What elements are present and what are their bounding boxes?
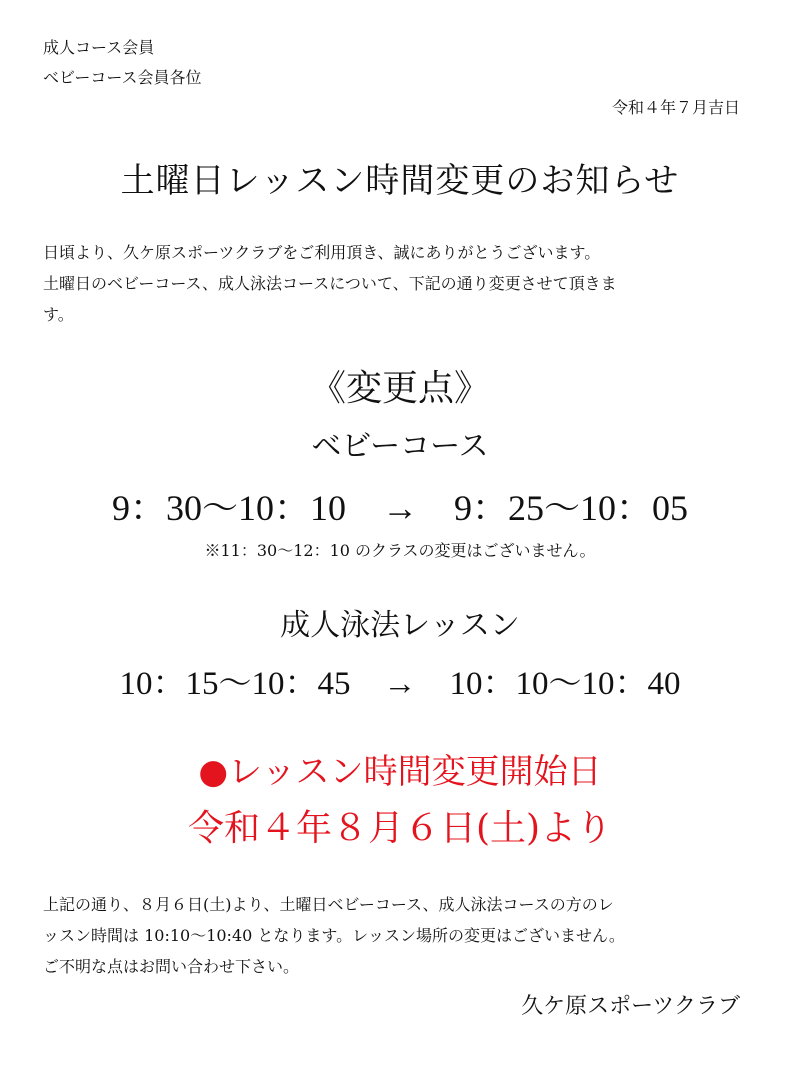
recipient-adult-members: 成人コース会員 (43, 38, 155, 57)
baby-course-note: ※11：30～12：10 のクラスの変更はございません。 (204, 541, 596, 560)
start-date-heading: ●レッスン時間変更開始日 (198, 752, 602, 792)
intro-line: 土曜日のベビーコース、成人泳法コースについて、下記の通り変更させて頂きま (43, 274, 617, 293)
adult-lesson-time-change: 10：15～10：45 → 10：10～10：40 (119, 666, 681, 702)
start-date: 令和４年８月６日(土)より (187, 808, 613, 849)
recipient-baby-members: ベビーコース会員各位 (43, 68, 202, 87)
changes-heading: 《変更点》 (309, 368, 490, 409)
club-signature: 久ケ原スポーツクラブ (521, 994, 740, 1019)
baby-course-heading: ベビーコース (311, 429, 489, 464)
adult-lesson-heading: 成人泳法レッスン (280, 608, 520, 643)
intro-line: す。 (43, 305, 74, 324)
issue-date: 令和４年７月吉日 (611, 98, 740, 117)
baby-course-time-change: 9：30～10：10 → 9：25～10：05 (112, 488, 688, 528)
closing-line: ッスン時間は 10:10～10:40 となります。レッスン場所の変更はございません。 (43, 926, 625, 945)
closing-line: ご不明な点はお問い合わせ下さい。 (43, 957, 300, 976)
closing-line: 上記の通り、８月６日(土)より、土曜日ベビーコース、成人泳法コースの方のレ (43, 895, 614, 914)
notice-title: 土曜日レッスン時間変更のお知らせ (120, 161, 680, 201)
intro-line: 日頃より、久ケ原スポーツクラブをご利用頂き、誠にありがとうございます。 (43, 243, 601, 262)
